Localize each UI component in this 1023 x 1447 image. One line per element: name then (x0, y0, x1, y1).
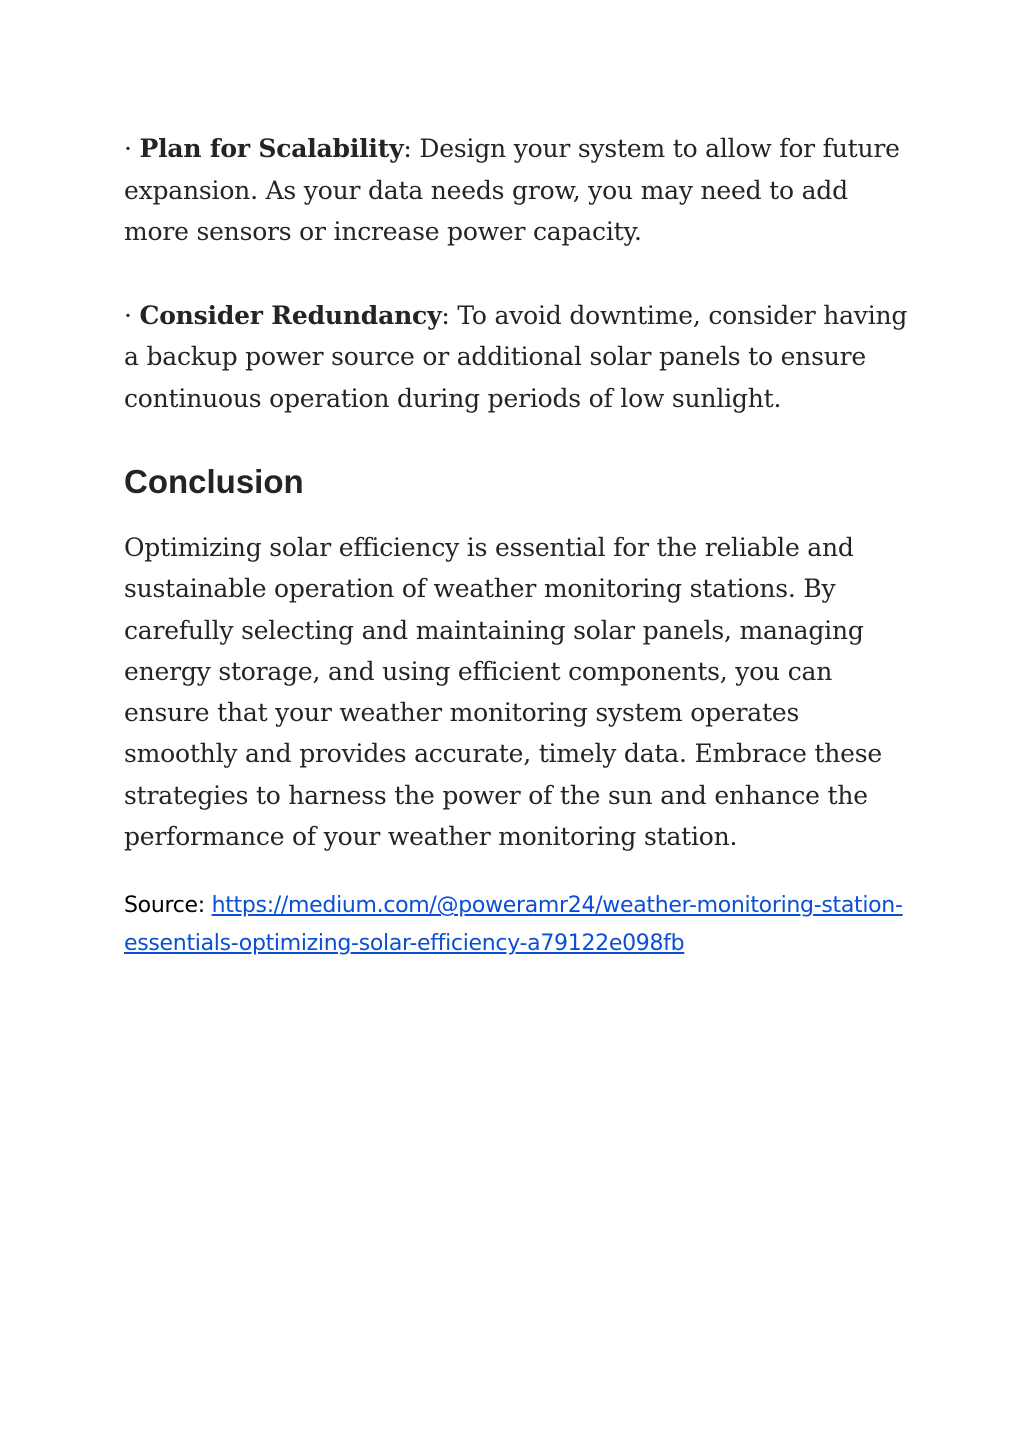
scalability-item (124, 128, 914, 253)
bullet-mark: · (124, 134, 132, 163)
source-line (124, 887, 914, 963)
source-link[interactable]: https://medium.com/@poweramr24/weather-monitoring-station-essentials-optimizing-solar-efficiency-a79122e098fb (124, 893, 903, 957)
scalability-title: Plan for Scalability (139, 134, 404, 163)
document-page (124, 128, 914, 963)
conclusion-heading: Conclusion (124, 463, 304, 500)
bullet-mark: · (124, 300, 132, 330)
redundancy-item (124, 295, 914, 420)
source-label: Source: (124, 893, 212, 919)
conclusion-body: Optimizing solar efficiency is essential for the reliable and sustainable operation of weather monitoring stations. By carefully selecting and maintaining solar panels, managing energy storage, and using efficient components, you can ensure that your weather monitoring system operates smoothly and provides accurate, timely data. Embrace these strategies to harness the power of the sun and enhance the performance of your weather monitoring station. (124, 533, 882, 852)
scalability-text: : Design your system to allow for future expansion. As your data needs grow, you may need to add more sensors or increase power capacity. (124, 134, 900, 246)
redundancy-title: Consider Redundancy (139, 300, 442, 330)
redundancy-text: : To avoid downtime, consider having a backup power source or additional solar panels to ensure continuous operation during periods of low sunlight. (124, 300, 908, 413)
